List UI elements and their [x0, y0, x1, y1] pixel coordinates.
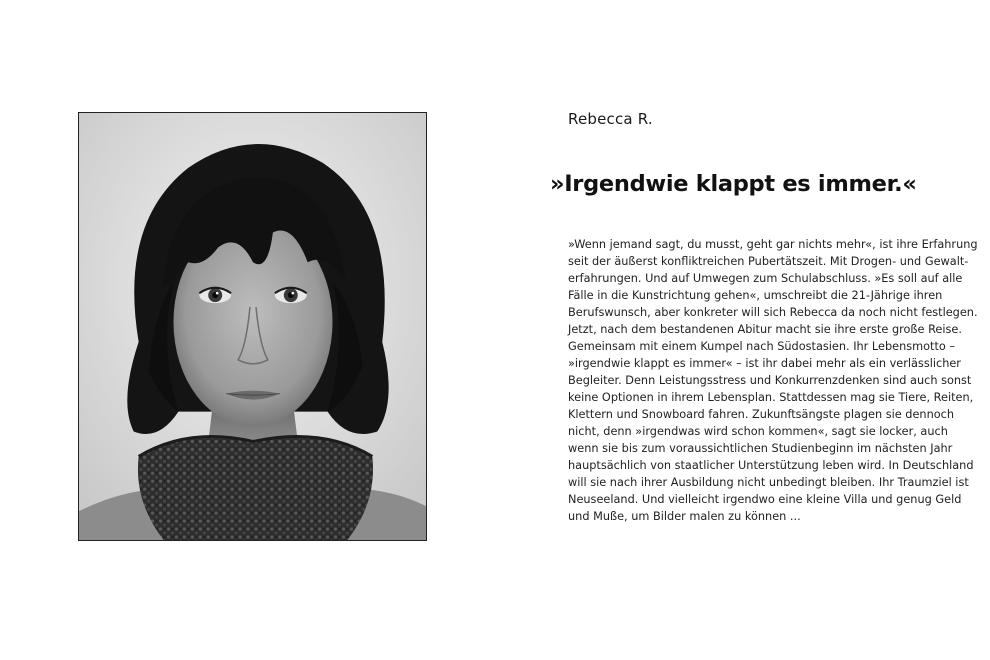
- body-line: hauptsächlich von staatlicher Unterstützung leben wird. In Deutschland: [568, 459, 974, 472]
- body-line: Fälle in die Kunstrichtung gehen«, umschreibt die 21-Jährige ihren: [568, 289, 943, 302]
- body-line: nicht, denn »irgendwas wird schon kommen«, sagt sie locker, auch: [568, 425, 948, 438]
- person-name: Rebecca R.: [568, 110, 653, 128]
- body-line: Klettern und Snowboard fahren. Zukunftsängste plagen sie dennoch: [568, 408, 955, 421]
- body-line: und Muße, um Bilder malen zu können ...: [568, 510, 801, 523]
- body-line: Jetzt, nach dem bestandenen Abitur macht sie ihre erste große Reise.: [568, 323, 962, 336]
- portrait-image: [79, 113, 426, 540]
- body-line: Neuseeland. Und vielleicht irgendwo eine kleine Villa und genug Geld: [568, 493, 962, 506]
- body-line: will sie nach ihrer Ausbildung nicht unbedingt bleiben. Ihr Traumziel ist: [568, 476, 969, 489]
- body-line: wenn sie bis zum voraussichtlichen Studienbeginn im nächsten Jahr: [568, 442, 953, 455]
- body-line: »Wenn jemand sagt, du musst, geht gar nichts mehr«, ist ihre Erfahrung: [568, 238, 978, 251]
- portrait-photo: [78, 112, 427, 541]
- body-line: »irgendwie klappt es immer« – ist ihr dabei mehr als ein verlässlicher: [568, 357, 961, 370]
- body-line: Berufswunsch, aber konkreter will sich Rebecca da noch nicht festlegen.: [568, 306, 978, 319]
- body-line: keine Optionen in ihrem Lebensplan. Stattdessen mag sie Tiere, Reiten,: [568, 391, 974, 404]
- body-line: erfahrungen. Und auf Umwegen zum Schulabschluss. »Es soll auf alle: [568, 272, 963, 285]
- body-paragraph: [568, 236, 978, 525]
- headline-quote: »Irgendwie klappt es immer.«: [550, 171, 917, 197]
- body-line: seit der äußerst konfliktreichen Pubertätszeit. Mit Drogen- und Gewalt-: [568, 255, 969, 268]
- body-line: Begleiter. Denn Leistungsstress und Konkurrenzdenken sind auch sonst: [568, 374, 972, 387]
- body-line: Gemeinsam mit einem Kumpel nach Südostasien. Ihr Lebensmotto –: [568, 340, 956, 353]
